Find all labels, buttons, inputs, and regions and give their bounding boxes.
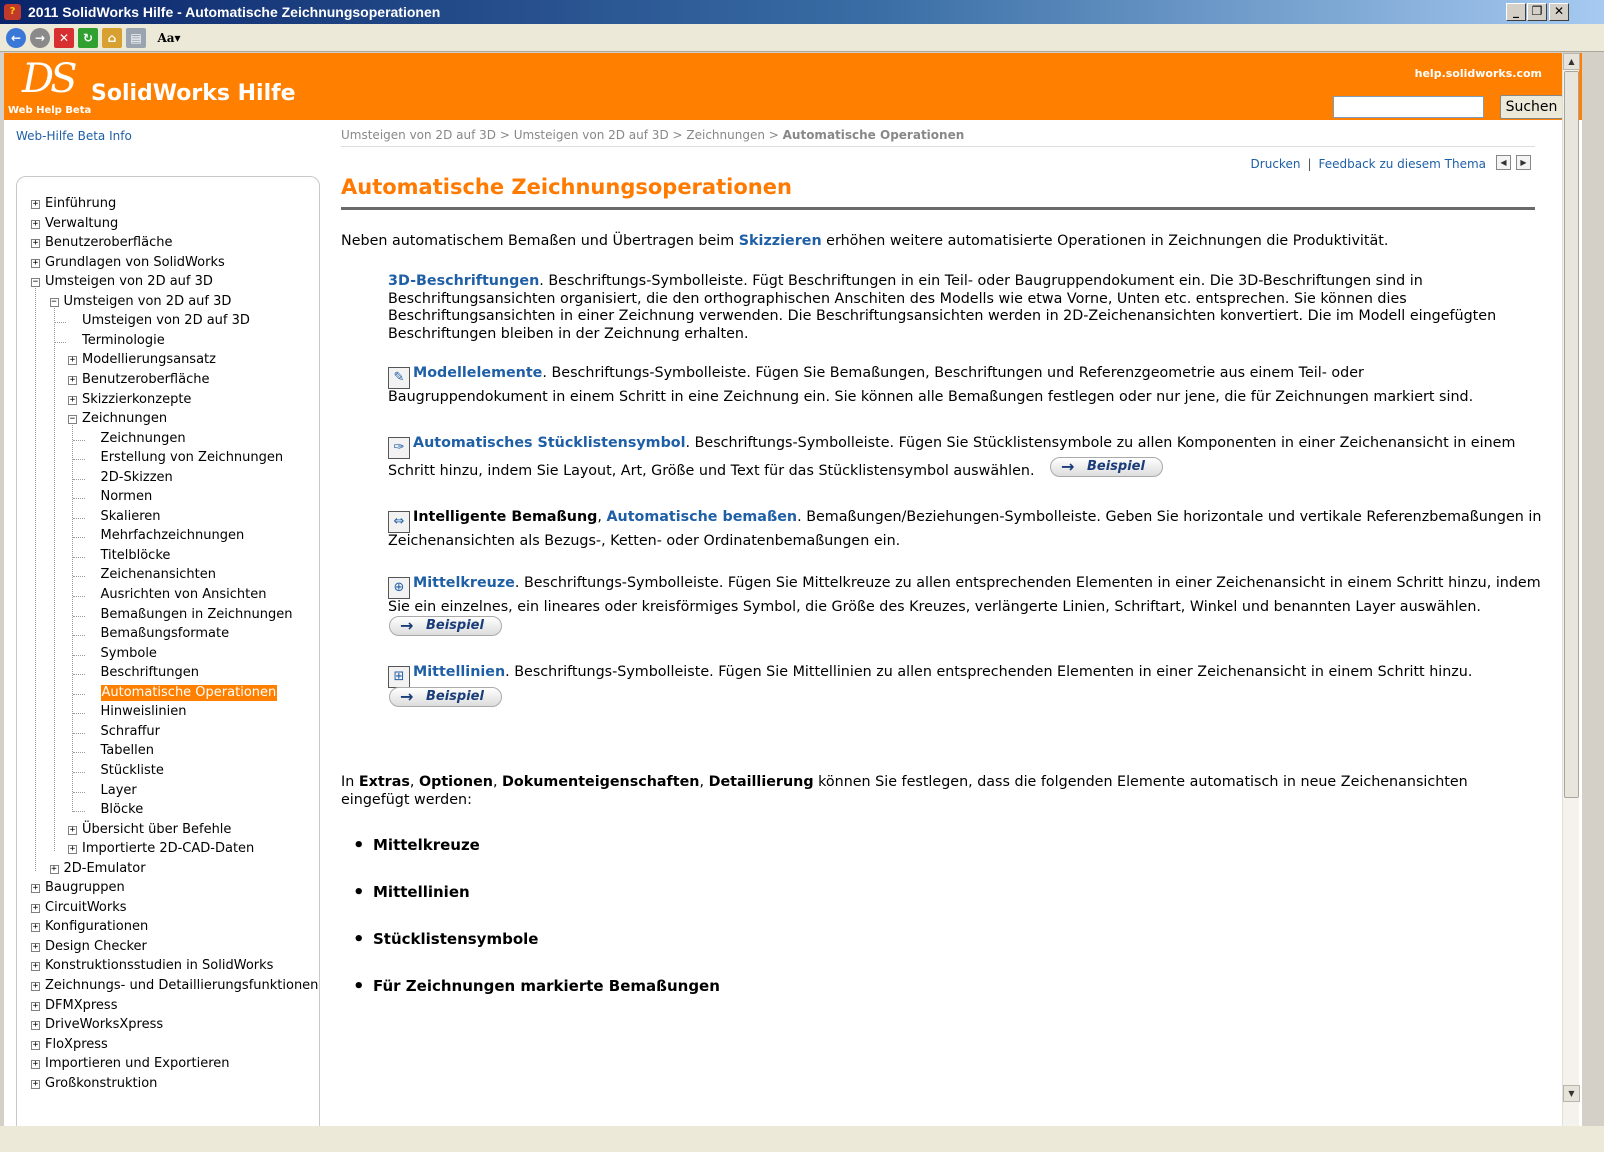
toc-item[interactable]: 2D-Skizzen	[100, 469, 173, 485]
site-title: SolidWorks Hilfe	[91, 81, 296, 106]
toc-item[interactable]: Importierte 2D-CAD-Daten	[82, 841, 255, 857]
forward-icon[interactable]: →	[30, 28, 50, 48]
tree-connector	[73, 596, 85, 597]
toc-item[interactable]: Konstruktionsstudien in SolidWorks	[45, 958, 274, 974]
arrow-right-icon: →	[1061, 457, 1075, 476]
search-input[interactable]	[1333, 96, 1484, 118]
intro-text: erhöhen weitere automatisierte Operationen in Zeichnungen die Produktivität.	[821, 233, 1389, 249]
comma: ,	[492, 774, 503, 790]
breadcrumb-separator: >	[668, 128, 687, 142]
topic-title: Automatische Zeichnungsoperationen	[341, 175, 792, 199]
tree-connector	[54, 342, 66, 343]
beispiel-label: Beispiel	[1087, 459, 1145, 474]
menu-extras: Extras	[358, 774, 410, 790]
bullet-item: • Für Zeichnungen markierte Bemaßungen	[373, 977, 720, 995]
toc-item[interactable]: Normen	[100, 489, 153, 505]
toc-item[interactable]: Konfigurationen	[45, 919, 149, 935]
vertical-scrollbar[interactable]	[1562, 53, 1579, 1126]
toc-item[interactable]: Mehrfachzeichnungen	[100, 528, 245, 544]
expand-icon[interactable]: +	[69, 394, 76, 405]
smart-dimension-label: Intelligente Bemaßung	[413, 509, 598, 525]
breadcrumb-separator: >	[496, 128, 514, 142]
toc-item[interactable]: Bemaßungen in Zeichnungen	[100, 606, 293, 622]
skizzieren-link[interactable]: Skizzieren	[738, 233, 822, 249]
toc-item[interactable]: Bemaßungsformate	[100, 626, 230, 642]
toc-item[interactable]: Symbole	[100, 645, 157, 661]
restore-button[interactable]: ❐	[1527, 3, 1547, 21]
toc-item[interactable]: Skalieren	[100, 508, 161, 524]
expand-icon[interactable]: +	[32, 1078, 39, 1089]
toc-item[interactable]: 2D-Emulator	[63, 860, 146, 876]
expand-icon[interactable]: +	[32, 941, 39, 952]
toc-item-active[interactable]: Automatische Operationen	[101, 684, 277, 700]
feature-description: . Bemaßungen/Beziehungen-Symbolleiste. Geben Sie horizontale und vertikale Referenzbemaßungen in Zeichenansichten als Bezugs-, Ketten- oder Ordinatenbemaßungen ein.	[388, 509, 1542, 549]
menu-optionen: Optionen	[418, 774, 493, 790]
expand-icon[interactable]: +	[69, 374, 76, 385]
close-button[interactable]: ✕	[1549, 3, 1569, 21]
breadcrumb	[341, 128, 964, 142]
toc-item[interactable]: CircuitWorks	[45, 899, 127, 915]
toc-item[interactable]: Tabellen	[100, 743, 154, 759]
toc-item[interactable]: Blöcke	[100, 802, 144, 818]
tree-guide-line	[72, 425, 73, 812]
solidworks-help-link[interactable]: help.solidworks.com	[1414, 67, 1542, 80]
intro-text: Neben automatischem Bemaßen und Übertragen beim	[341, 233, 739, 249]
feature-center-mark	[388, 575, 1548, 617]
font-size-icon[interactable]: Aa▾	[157, 31, 181, 45]
expand-icon[interactable]: +	[32, 238, 39, 249]
link-separator: |	[1307, 157, 1312, 171]
expand-icon[interactable]: +	[32, 922, 39, 933]
help-page	[4, 53, 1582, 1126]
tree-connector	[73, 537, 85, 538]
feature-description: . Beschriftungs-Symbolleiste. Fügen Sie Mittellinien zu allen entsprechenden Elementen in einer Zeichenansicht in einem Schritt hinzu.	[505, 664, 1473, 680]
mittelkreuze-link[interactable]: Mittelkreuze	[413, 575, 515, 591]
centerline-icon[interactable]: ⊞	[388, 666, 410, 688]
auto-balloon-icon[interactable]: ✑	[388, 437, 410, 459]
expand-icon[interactable]: +	[32, 199, 39, 209]
auto-dimension-link[interactable]: Automatische bemaßen	[606, 509, 798, 525]
site-header	[4, 53, 1582, 120]
toc-panel	[16, 176, 320, 1126]
feature-description: . Beschriftungs-Symbolleiste. Fügt Beschriftungen in ein Teil- oder Baugruppendokument ein. Die 3D-Beschriftungen sind in Beschriftungsansichten organisiert, die den orthographischen Anschiten des Modells wie etwa Vorne, Unten etc. entsprechen. Sie können dies Beschriftungsansichten in einer Zeichnung verwenden. Die Beschriftungsansichten werden in 2D-Zeichenansichten konvertiert. Die im Modell eingefügten Beschriftungen bleiben in der Zeichnung erhalten.	[388, 273, 1497, 342]
tree-connector	[73, 811, 85, 812]
breadcrumb-current: Automatische Operationen	[782, 128, 965, 142]
breadcrumb-item[interactable]: Umsteigen von 2D auf 3D	[513, 128, 669, 142]
toc-item[interactable]: Importieren und Exportieren	[45, 1056, 230, 1072]
toc-item[interactable]: Titelblöcke	[100, 547, 171, 563]
toc-item[interactable]: Umsteigen von 2D auf 3D	[45, 274, 213, 290]
toc-item[interactable]: Grundlagen von SolidWorks	[45, 254, 225, 270]
toc-item[interactable]: Zeichnungen	[82, 411, 168, 427]
tree-connector	[73, 792, 85, 793]
toc-item[interactable]: Umsteigen von 2D auf 3D	[63, 293, 232, 309]
tree-connector	[73, 557, 85, 558]
tree-connector	[73, 635, 85, 636]
modellelemente-link[interactable]: Modellelemente	[413, 365, 543, 381]
collapse-icon[interactable]: −	[51, 296, 57, 307]
tree-connector	[73, 479, 85, 480]
toc-item[interactable]: Verwaltung	[45, 215, 119, 231]
auto-balloon-link[interactable]: Automatisches Stücklistensymbol	[413, 435, 686, 451]
beispiel-label: Beispiel	[426, 618, 484, 633]
tree-connector	[73, 713, 85, 714]
toc-item[interactable]: Ausrichten von Ansichten	[100, 587, 267, 602]
expand-icon[interactable]: +	[69, 355, 76, 366]
toc-item[interactable]: Zeichenansichten	[100, 567, 216, 583]
expand-icon[interactable]: +	[32, 257, 39, 268]
search-button[interactable]: Suchen	[1500, 95, 1563, 119]
expand-icon[interactable]: +	[51, 863, 57, 874]
feature-description: . Beschriftungs-Symbolleiste. Fügen Sie Bemaßungen, Beschriftungen und Referenzgeometrie aus einem Teil- oder Baugruppendokument in einem Schritt in eine Zeichnung ein. Sie können alle Bemaßungen festlegen oder nur jene, die für Zeichnungen markiert sind.	[388, 365, 1474, 405]
tree-connector	[73, 576, 85, 577]
3d-beschriftungen-link[interactable]: 3D-Beschriftungen	[388, 273, 540, 289]
menu-detaillierung: Detaillierung	[708, 774, 814, 790]
tree-connector	[54, 322, 66, 323]
tree-connector	[73, 655, 85, 656]
beispiel-label: Beispiel	[426, 689, 484, 704]
intro-paragraph	[341, 233, 1541, 251]
tree-connector	[73, 616, 85, 617]
toc-item[interactable]: Hinweislinien	[100, 704, 187, 720]
toc-item[interactable]: Beschriftungen	[100, 665, 199, 681]
toc-item[interactable]: Layer	[100, 782, 137, 798]
web-help-beta-info-link[interactable]: Web-Hilfe Beta Info	[16, 129, 132, 143]
breadcrumb-item[interactable]: Umsteigen von 2D auf 3D	[341, 128, 496, 142]
expand-icon[interactable]: +	[32, 218, 39, 229]
breadcrumb-item[interactable]: Zeichnungen	[686, 128, 765, 142]
status-bar	[0, 1126, 1604, 1152]
collapse-icon[interactable]: −	[32, 277, 39, 288]
help-app-icon: ?	[4, 4, 21, 20]
breadcrumb-divider	[341, 146, 1535, 147]
tree-guide-line	[54, 308, 55, 851]
beispiel-button[interactable]	[389, 687, 502, 707]
browser-toolbar	[0, 24, 1604, 52]
ds-logo[interactable]: DS	[22, 56, 74, 102]
toc-item[interactable]: Zeichnungs- und Detaillierungsfunktionen	[45, 978, 319, 993]
arrow-right-icon: →	[400, 687, 414, 706]
home-icon[interactable]: ⌂	[102, 28, 122, 48]
feature-description: . Beschriftungs-Symbolleiste. Fügen Sie Stücklistensymbole zu allen Komponenten in einer Zeichenansicht in einem Schritt hinzu, indem Sie Layout, Art, Größe und Text für das Stücklistensymbol auswählen.	[388, 435, 1516, 479]
expand-icon[interactable]: +	[32, 1020, 39, 1031]
options-paragraph	[341, 774, 1536, 809]
arrow-right-icon: →	[400, 616, 414, 635]
collapse-icon[interactable]: −	[69, 414, 76, 425]
toc-item[interactable]: DFMXpress	[45, 997, 118, 1013]
expand-icon[interactable]: +	[32, 961, 39, 972]
scroll-up-icon[interactable]: ▲	[1563, 53, 1580, 70]
beispiel-button[interactable]	[389, 616, 502, 636]
print-icon[interactable]: ▤	[126, 28, 146, 48]
options-text: können Sie festlegen, dass die folgenden Elemente automatisch in neue Zeichenansichten eingefügt werden:	[341, 774, 1468, 808]
tree-connector	[73, 459, 85, 460]
comma: ,	[597, 509, 607, 525]
tree-guide-line	[35, 288, 36, 871]
stop-icon[interactable]: ✕	[54, 28, 74, 48]
tree-connector	[73, 518, 85, 519]
toc-item[interactable]: Schraffur	[100, 723, 160, 739]
comma: ,	[699, 774, 709, 790]
feature-smart-dimension	[388, 509, 1548, 551]
title-divider	[341, 207, 1535, 210]
feedback-link[interactable]: Feedback zu diesem Thema	[1318, 157, 1486, 171]
toc-item[interactable]: Erstellung von Zeichnungen	[100, 450, 284, 466]
tree-connector	[73, 733, 85, 734]
toc-item[interactable]: Einführung	[45, 196, 117, 211]
toc-item[interactable]: Terminologie	[82, 332, 165, 348]
tree-connector	[73, 752, 85, 753]
model-items-icon[interactable]: ✎	[388, 367, 410, 389]
tree-connector	[73, 674, 85, 675]
toc-item[interactable]: Zeichnungen	[100, 430, 186, 446]
previous-topic-icon[interactable]: ◀	[1496, 155, 1511, 170]
toc-item[interactable]: Skizzierkonzepte	[82, 391, 192, 407]
breadcrumb-separator: >	[764, 128, 783, 142]
expand-icon[interactable]: +	[69, 824, 76, 835]
minimize-button[interactable]: _	[1506, 3, 1526, 21]
toc-item[interactable]: DriveWorksXpress	[45, 1017, 164, 1033]
toc-item[interactable]: Stückliste	[100, 762, 164, 778]
comma: ,	[409, 774, 419, 790]
logo-subtitle: Web Help Beta	[8, 105, 92, 116]
window-title-bar	[0, 0, 1604, 24]
feature-3d-annotations	[388, 273, 1498, 343]
back-icon[interactable]: ←	[6, 28, 26, 48]
window-title: 2011 SolidWorks Hilfe - Automatische Zeichnungsoperationen	[28, 4, 441, 20]
expand-icon[interactable]: +	[32, 981, 39, 991]
topic-links	[1251, 157, 1486, 171]
feature-centerline	[388, 664, 1538, 688]
feature-auto-balloon	[388, 431, 1538, 484]
expand-icon[interactable]: +	[32, 1000, 39, 1011]
expand-icon[interactable]: +	[69, 844, 76, 855]
expand-icon[interactable]: +	[32, 883, 39, 894]
options-text: In	[341, 774, 359, 790]
tree-connector	[73, 440, 85, 441]
scrollbar-thumb[interactable]	[1564, 71, 1579, 798]
scroll-down-icon[interactable]: ▼	[1563, 1085, 1580, 1102]
refresh-icon[interactable]: ↻	[78, 28, 98, 48]
toc-item[interactable]: Baugruppen	[45, 880, 125, 896]
expand-icon[interactable]: +	[32, 902, 39, 913]
next-topic-icon[interactable]: ▶	[1516, 155, 1531, 170]
tree-connector	[73, 694, 85, 695]
mittellinien-link[interactable]: Mittellinien	[413, 664, 506, 680]
toc-item[interactable]: FloXpress	[45, 1036, 108, 1052]
smart-dimension-icon[interactable]: ⇔	[388, 511, 410, 533]
print-link[interactable]: Drucken	[1250, 157, 1301, 171]
feature-description: . Beschriftungs-Symbolleiste. Fügen Sie Mittelkreuze zu allen entsprechenden Elementen in einer Zeichenansicht in einem Schritt hinzu, indem Sie ein einzelnes, ein lineares oder kreisförmiges Symbol, die Größe des Kreuzes, verlängerte Linien, Schriftart, Winkel und benannten Layer auswählen.	[388, 575, 1541, 615]
expand-icon[interactable]: +	[32, 1059, 39, 1070]
toc-item[interactable]: Modellierungsansatz	[82, 352, 216, 368]
bullet-item: • Mittelkreuze	[373, 836, 480, 854]
toc-item[interactable]: Umsteigen von 2D auf 3D	[82, 313, 250, 329]
toc-item[interactable]: Benutzeroberfläche	[45, 235, 173, 251]
beispiel-button[interactable]	[1050, 457, 1163, 477]
feature-model-items	[388, 365, 1488, 407]
center-mark-icon[interactable]: ⊕	[388, 577, 410, 599]
bullet-item: • Mittellinien	[373, 883, 470, 901]
menu-dokumenteigenschaften: Dokumenteigenschaften	[502, 774, 700, 790]
toc-item[interactable]: Benutzeroberfläche	[82, 371, 210, 387]
expand-icon[interactable]: +	[32, 1039, 39, 1050]
tree-connector	[73, 498, 85, 499]
toc-item[interactable]: Übersicht über Befehle	[82, 821, 232, 837]
toc-item[interactable]: Großkonstruktion	[45, 1075, 158, 1091]
tree-connector	[73, 772, 85, 773]
bullet-item: • Stücklistensymbole	[373, 930, 538, 948]
toc-item[interactable]: Design Checker	[45, 938, 147, 954]
